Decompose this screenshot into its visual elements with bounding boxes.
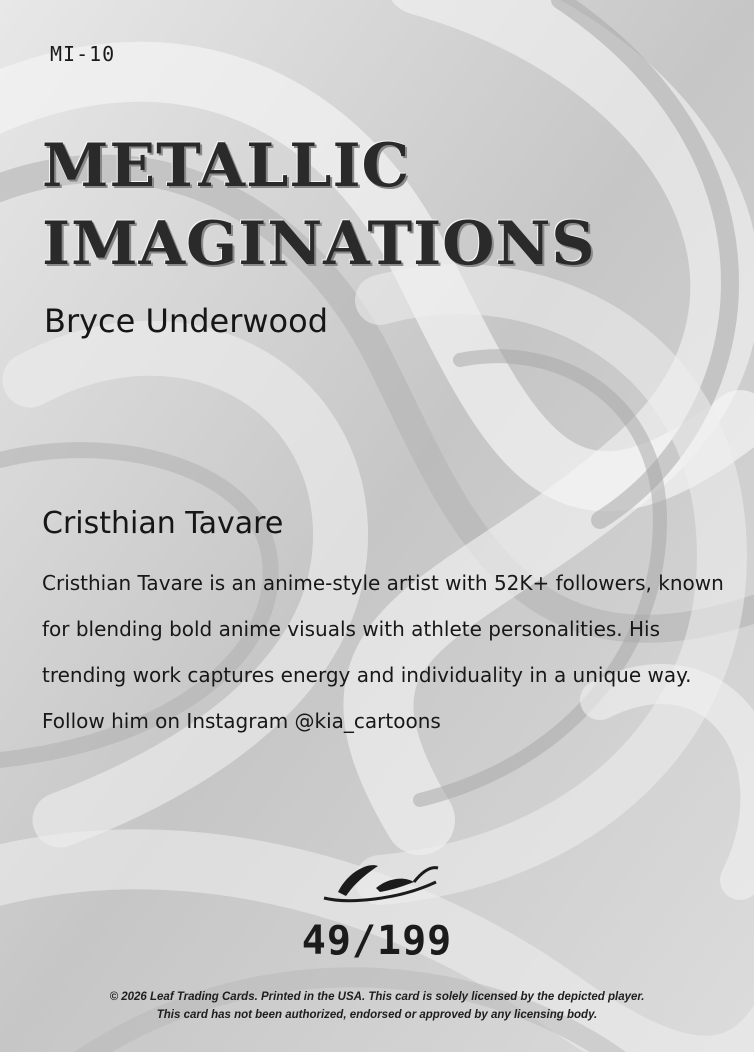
artist-bio: Cristhian Tavare is an anime-style artist with 52K+ followers, known for blending bold anime visuals with athlete personalities. His trending work captures energy and individuality in a unique way. Follow him on Instagram @kia_cartoons [42, 571, 724, 733]
legal-line-1: © 2026 Leaf Trading Cards. Printed in the USA. This card is solely licensed by the depicted player. [109, 991, 645, 1003]
set-title-line2: IMAGINATIONS [42, 209, 596, 279]
set-title-line1: METALLIC [42, 131, 411, 201]
player-name: Bryce Underwood [44, 302, 328, 340]
legal-text [0, 988, 754, 1024]
serial-number: 49/199 [301, 918, 453, 964]
artist-name: Cristhian Tavare [42, 506, 284, 541]
leaf-logo [318, 852, 442, 912]
legal-line-2: This card has not been authorized, endorsed or approved by any licensing body. [156, 1009, 598, 1021]
card-number: MI-10 [50, 42, 116, 66]
